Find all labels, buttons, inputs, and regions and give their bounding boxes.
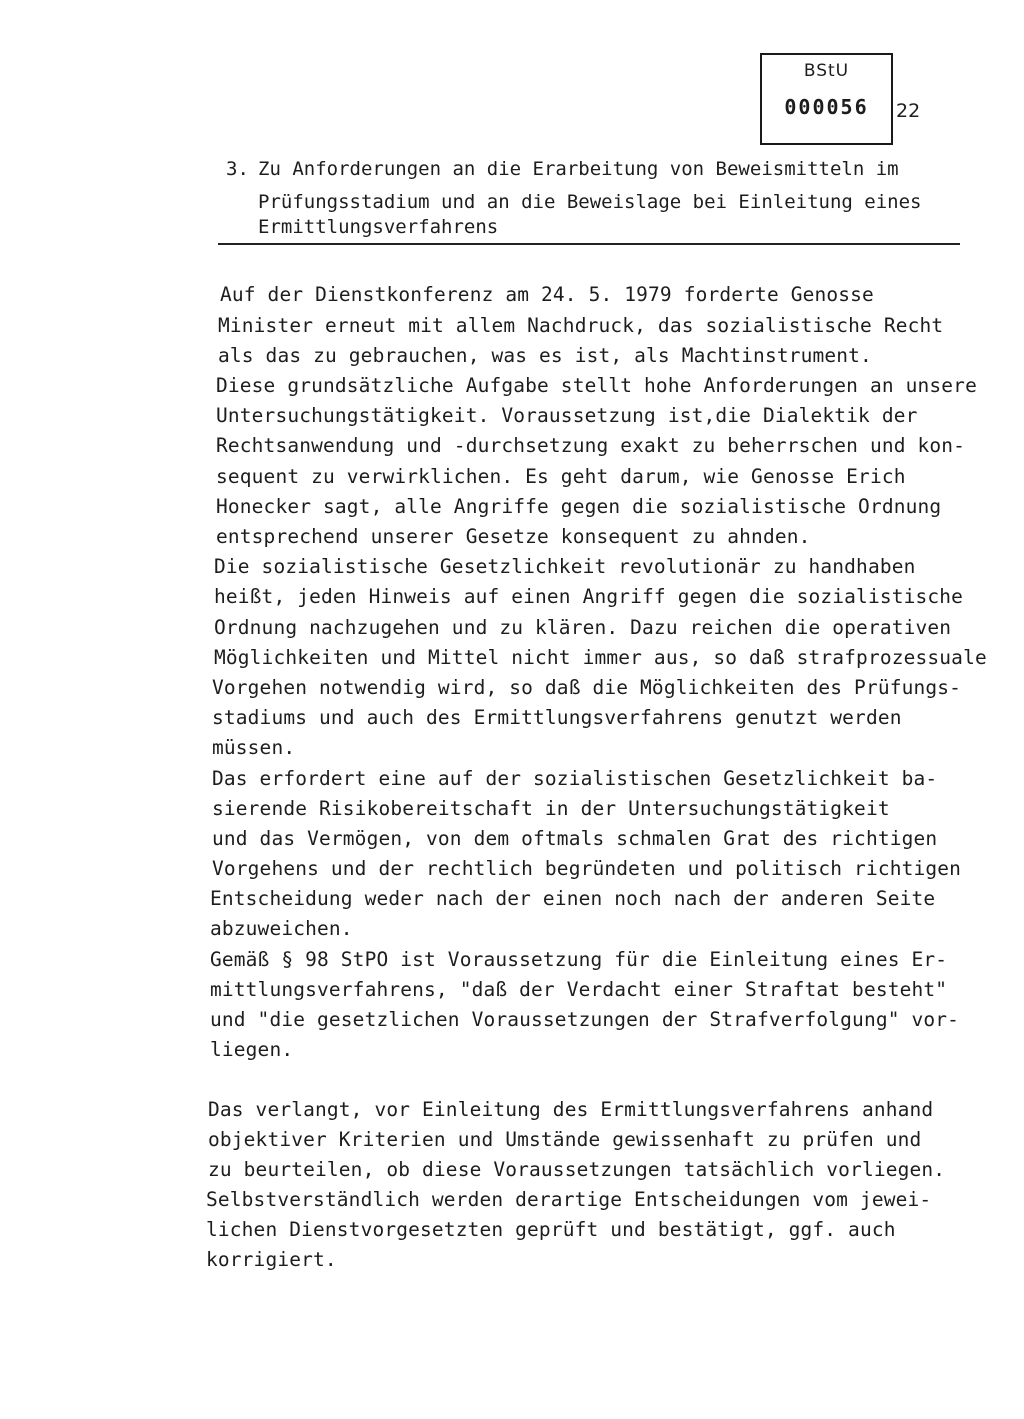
text-line: Ordnung nachzugehen und zu klären. Dazu reichen die operativen bbox=[214, 616, 952, 639]
text-line: heißt, jeden Hinweis auf einen Angriff gegen die sozialistische bbox=[214, 585, 964, 608]
text-line: lichen Dienstvorgesetzten geprüft und bestätigt, ggf. auch bbox=[206, 1218, 896, 1241]
text-line: Vorgehen notwendig wird, so daß die Möglichkeiten des Prüfungs- bbox=[212, 676, 962, 699]
text-line: Diese grundsätzliche Aufgabe stellt hohe Anforderungen an unsere bbox=[216, 374, 977, 397]
text-line: als das zu gebrauchen, was es ist, als Machtinstrument. bbox=[218, 344, 872, 367]
text-line: müssen. bbox=[212, 736, 296, 759]
text-line: objektiver Kriterien und Umstände gewissenhaft zu prüfen und bbox=[208, 1128, 922, 1151]
text-line: mittlungsverfahrens, "daß der Verdacht einer Straftat besteht" bbox=[210, 978, 948, 1001]
text-line: Untersuchungstätigkeit. Voraussetzung ist,die Dialektik der bbox=[216, 404, 918, 427]
text-line: zu beurteilen, ob diese Voraussetzungen tatsächlich vorliegen. bbox=[208, 1158, 946, 1181]
stamp-number: 000056 bbox=[784, 95, 869, 119]
heading-line: Ermittlungsverfahrens bbox=[258, 216, 499, 238]
text-line: Entscheidung weder nach der einen noch nach der anderen Seite bbox=[210, 887, 936, 910]
page-number: 22 bbox=[896, 100, 921, 122]
text-line: Gemäß § 98 StPO ist Voraussetzung für die Einleitung eines Er- bbox=[210, 948, 948, 971]
heading-underline bbox=[218, 243, 960, 245]
text-line: und "die gesetzlichen Voraussetzungen der Strafverfolgung" vor- bbox=[210, 1008, 960, 1031]
text-line: und das Vermögen, von dem oftmals schmalen Grat des richtigen bbox=[212, 827, 938, 850]
section-number: 3. bbox=[226, 158, 249, 180]
text-line: Möglichkeiten und Mittel nicht immer aus, so daß strafprozessuale bbox=[214, 646, 987, 669]
text-line: Die sozialistische Gesetzlichkeit revolutionär zu handhaben bbox=[214, 555, 916, 578]
text-line: sequent zu verwirklichen. Es geht darum, wie Genosse Erich bbox=[216, 465, 906, 488]
text-line: stadiums und auch des Ermittlungsverfahrens genutzt werden bbox=[212, 706, 902, 729]
text-line: Das verlangt, vor Einleitung des Ermittlungsverfahrens anhand bbox=[208, 1098, 934, 1121]
text-line: Auf der Dienstkonferenz am 24. 5. 1979 forderte Genosse bbox=[220, 283, 874, 306]
text-line: liegen. bbox=[210, 1038, 294, 1061]
stamp-label: BStU bbox=[803, 61, 850, 81]
text-line: Honecker sagt, alle Angriffe gegen die sozialistische Ordnung bbox=[216, 495, 942, 518]
text-line: Rechtsanwendung und -durchsetzung exakt zu beherrschen und kon- bbox=[216, 434, 966, 457]
archive-stamp bbox=[760, 53, 893, 145]
text-line: Minister erneut mit allem Nachdruck, das sozialistische Recht bbox=[218, 314, 944, 337]
heading-line: Zu Anforderungen an die Erarbeitung von Beweismitteln im bbox=[258, 158, 899, 180]
text-line: entsprechend unserer Gesetze konsequent zu ahnden. bbox=[216, 525, 811, 548]
text-line: sierende Risikobereitschaft in der Untersuchungstätigkeit bbox=[212, 797, 890, 820]
text-line: korrigiert. bbox=[206, 1248, 337, 1271]
text-line: Das erfordert eine auf der sozialistischen Gesetzlichkeit ba- bbox=[212, 767, 938, 790]
heading-line: Prüfungsstadium und an die Beweislage bei Einleitung eines bbox=[258, 191, 922, 213]
text-line: abzuweichen. bbox=[210, 917, 353, 940]
text-line: Vorgehens und der rechtlich begründeten und politisch richtigen bbox=[212, 857, 962, 880]
text-line: Selbstverständlich werden derartige Entscheidungen vom jewei- bbox=[206, 1188, 932, 1211]
